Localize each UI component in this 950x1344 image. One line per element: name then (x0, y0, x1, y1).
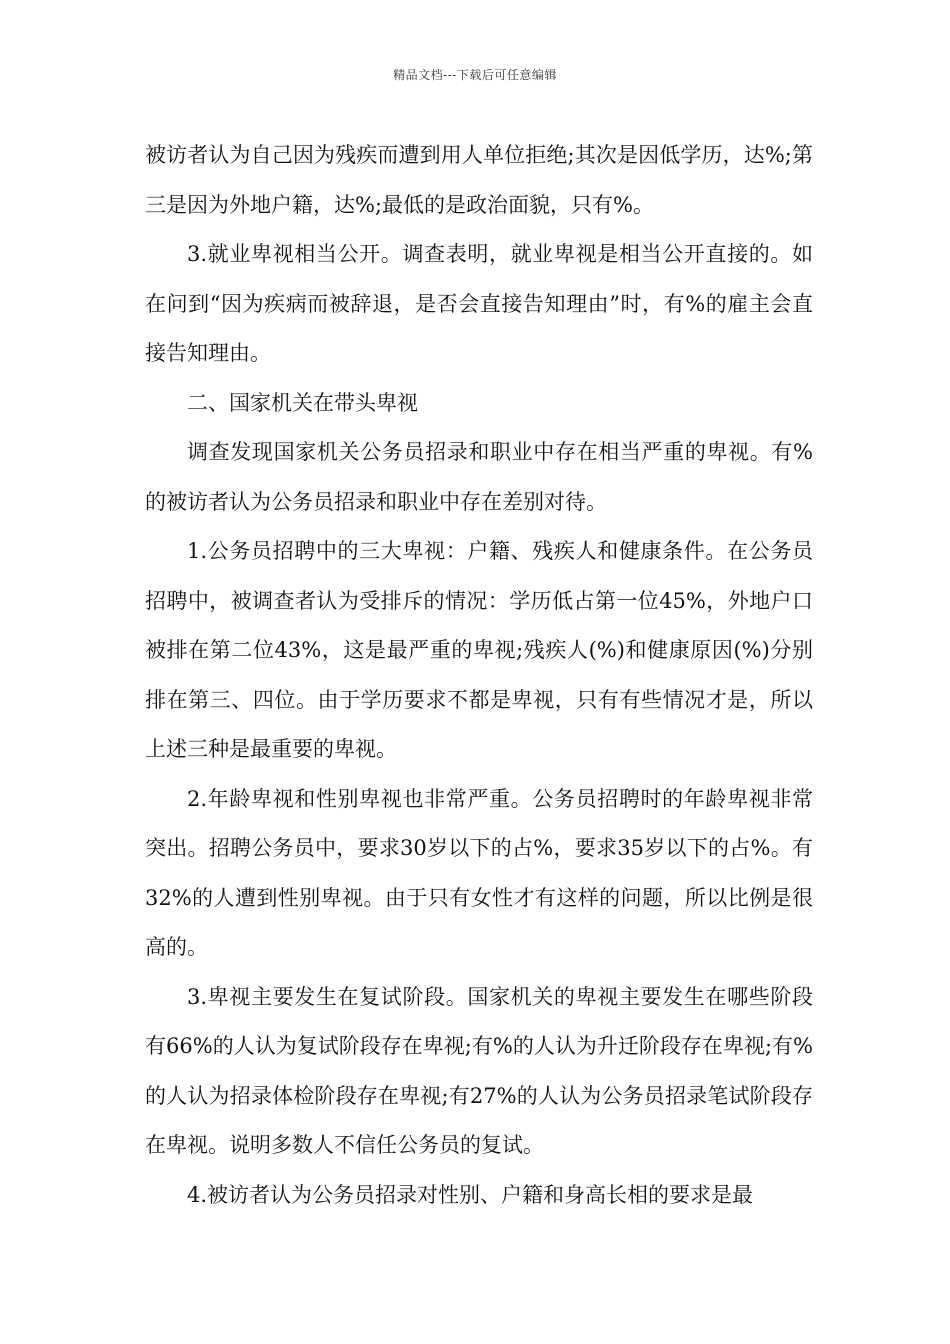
document-body (145, 131, 813, 1220)
paragraph-age-gender-discrimination: 2.年龄卑视和性别卑视也非常严重。公务员招聘时的年龄卑视非常突出。招聘公务员中，要求30岁以下的占%，要求35岁以下的占%。有32%的人遭到性别卑视。由于只有女性才有这样的问题，所以比例是很高的。 (145, 786, 813, 959)
paragraph-employment-discrimination-public: 3.就业卑视相当公开。调查表明，就业卑视是相当公开直接的。如在问到“因为疾病而被辞退，是否会直接告知理由”时，有%的雇主会直接告知理由。 (145, 242, 813, 365)
paragraph-reexamination-stage: 3.卑视主要发生在复试阶段。国家机关的卑视主要发生在哪些阶段有66%的人认为复试阶段存在卑视;有%的人认为升迁阶段存在卑视;有%的人认为招录体检阶段存在卑视;有27%的人认为公务员招录笔试阶段存在卑视。说明多数人不信任公务员的复试。 (145, 984, 813, 1157)
page-header: 精品文档---下载后可任意编辑 (393, 68, 557, 82)
paragraph-continuation: 被访者认为自己因为残疾而遭到用人单位拒绝;其次是因低学历，达%;第三是因为外地户籍，达%;最低的是政治面貌，只有%。 (145, 143, 813, 217)
paragraph-requirements: 4.被访者认为公务员招录对性别、户籍和身高长相的要求是最 (187, 1182, 754, 1207)
paragraph-survey-findings: 调查发现国家机关公务员招录和职业中存在相当严重的卑视。有%的被访者认为公务员招录和职业中存在差别对待。 (145, 440, 813, 514)
paragraph-three-major-discriminations: 1.公务员招聘中的三大卑视：户籍、残疾人和健康条件。在公务员招聘中，被调查者认为受排斥的情况：学历低占第一位45%，外地户口被排在第二位43%，这是最严重的卑视;残疾人(%)和健康原因(%)分别排在第三、四位。由于学历要求不都是卑视，只有有些情况才是，所以上述三种是最重要的卑视。 (145, 539, 813, 761)
section-heading-state-organs: 二、国家机关在带头卑视 (187, 390, 418, 415)
